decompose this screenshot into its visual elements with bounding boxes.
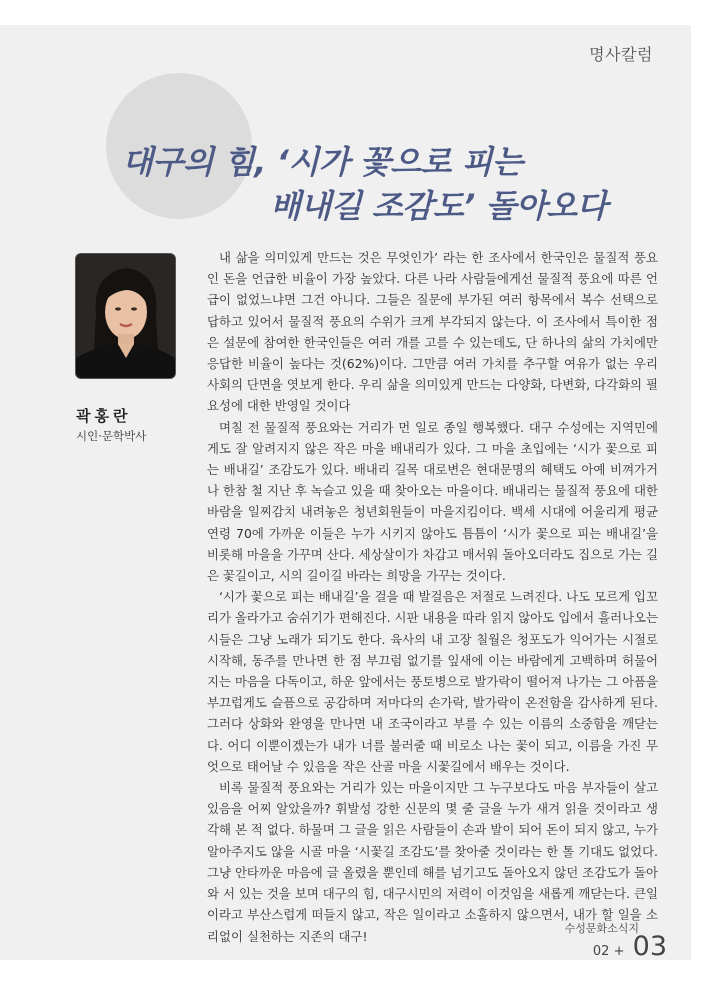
magazine-name: 수성문화소식지 [564, 922, 639, 935]
page-number-right: 03 [632, 931, 667, 962]
paragraph: 내 삶을 의미있게 만드는 것은 무엇인가’ 라는 한 조사에서 한국인은 물질적 풍요인 돈을 언급한 비율이 가장 높았다. 다른 나라 사람들에게선 물질적 풍요에 따른 언급이 없었느냐면 그건 아니다. 그들은 질문에 부가된 여러 항목에서 복수 선택으로 답하고 있어서 물질적 풍요의 수위가 크게 부각되지 않는다. 이 조사에서 특이한 점은 설문에 참여한 한국인들은 여러 개를 고를 수 있는데도, 단 하나의 삶의 가치에만 응답한 비율이 높다는 것(62%)이다. 그만큼 여러 가치를 추구할 여유가 없는 우리 사회의 단면을 엿보게 한다. 우리 삶을 의미있게 만드는 다양화, 다변화, 다각화의 필요성에 대한 반영일 것이다 [207, 250, 658, 414]
title-line-1: 대구의 힘, ‘시가 꽃으로 피는 [122, 143, 523, 181]
title-line-2: 배내길 조감도’ 돌아오다 [270, 187, 608, 225]
page-numbers [593, 931, 667, 962]
article-body [207, 247, 658, 947]
page-plus: + [613, 944, 625, 959]
page-number-left: 02 [592, 944, 610, 959]
paragraph: 비록 물질적 풍요와는 거리가 있는 마을이지만 그 누구보다도 마음 부자들이 살고 있음을 어찌 알았을까? 휘발성 강한 신문의 몇 줄 글을 누가 새겨 읽을 것이라고 생각해 본 적 없다. 하물며 그 글을 읽은 사람들이 손과 발이 되어 돈이 되지 않고, 누가 알아주지도 않을 시골 마을 ‘시꽃길 조감도’를 찾아줄 것이라는 한 톨 기대도 없었다. 그냥 안타까운 마음에 글 올렸을 뿐인데 해를 넘기고도 돌아오지 않던 조감도가 돌아와 서 있는 것을 보며 대구의 힘, 대구시민의 저력이 이것임을 새롭게 깨닫는다. 큰일이라고 부산스럽게 떠들지 않고, 작은 일이라고 소홀하지 않으면서, 내가 할 일을 소리없이 실천하는 지존의 대구! [207, 780, 658, 944]
author-name: 곽홍란 [76, 407, 132, 425]
section-label: 명사칼럼 [589, 45, 653, 64]
page-panel [0, 25, 691, 960]
paragraph: 며칠 전 물질적 풍요와는 거리가 먼 일로 종일 행복했다. 대구 수성에는 지역민에게도 잘 알려지지 않은 작은 마을 배내리가 있다. 그 마을 초입에는 ‘시가 꽃으로 피는 배내길’ 조감도가 있다. 배내리 길목 대로변은 현대문명의 혜택도 아예 비껴가거나 한참 철 지난 후 녹슬고 있을 때 찾아오는 마을이다. 배내리는 물질적 풍요에 대한 바람을 일찌감치 내려놓은 청년회원들이 마을지킴이다. 백세 시대에 어울리게 평균 연령 70에 가까운 이들은 누가 시키지 않아도 틈틈이 ‘시가 꽃으로 피는 배내길’을 비롯해 마을을 가꾸며 산다. 세상살이가 차갑고 매서워 돌아오더라도 집으로 가는 길은 꽃길이고, 시의 길이길 바라는 희망을 가꾸는 것이다. [207, 419, 658, 584]
author-photo [75, 253, 176, 379]
paragraph: ‘시가 꽃으로 피는 배내길’을 걸을 때 발걸음은 저절로 느려진다. 나도 모르게 입꼬리가 올라가고 숨쉬기가 편해진다. 시판 내용을 따라 읽지 않아도 입에서 흘러나오는 시들은 그냥 노래가 되기도 한다. 육사의 내 고장 칠월은 청포도가 익어가는 시절로 시작해, 동주를 만나면 한 점 부끄럼 없기를 잎새에 이는 바람에게 고백하며 허물어지는 마음을 다독이고, 하운 앞에서는 풍토병으로 발가락이 떨어져 나가는 그 아픔을 부끄럽게도 슬픔으로 공감하며 저마다의 손가락, 발가락이 온전함을 감사하게 된다. 그러다 상화와 완영을 만나면 내 조국이라고 부를 수 있는 이름의 소중함을 깨닫는다. 어디 이뿐이겠는가 내가 너를 불러줄 때 비로소 나는 꽃이 되고, 이름을 가진 무엇으로 태어날 수 있음을 작은 산골 마을 시꽃길에서 배우는 것이다. [207, 589, 658, 774]
author-title: 시인·문학박사 [76, 429, 147, 443]
